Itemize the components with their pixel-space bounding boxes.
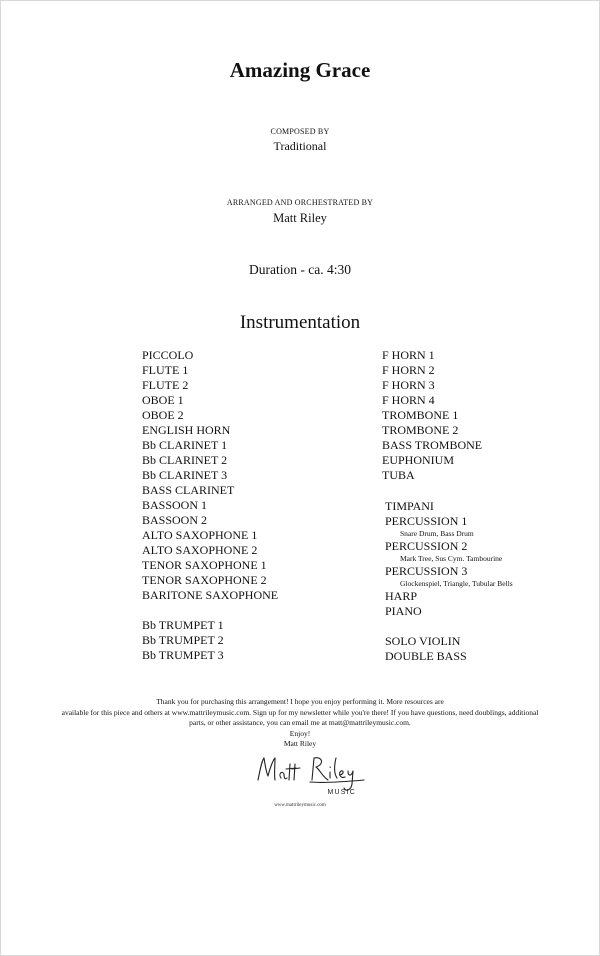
arranger-name: Matt Riley (273, 211, 327, 225)
instrument-item: OBOE 1 (142, 393, 184, 407)
instrument-item: FLUTE 2 (142, 378, 189, 392)
list-spacer (385, 619, 513, 634)
page-title: Amazing Grace (229, 58, 371, 82)
instrumentation-heading: Instrumentation (239, 312, 361, 333)
composer-name: Traditional (273, 139, 327, 153)
instrument-item: Bb TRUMPET 1 (142, 618, 224, 632)
footer-line: Matt Riley (283, 739, 317, 748)
instrument-item: BASS TROMBONE (382, 438, 483, 452)
instrument-detail: Snare Drum, Bass Drum (400, 529, 474, 538)
footer-line: available for this piece and others at www.mattrileymusic.com. Sign up for my newsletter while you're there! If you have questions, need doublings, additional (61, 707, 539, 717)
svg-text:MUSIC: MUSIC (327, 789, 356, 796)
instrument-item: PICCOLO (142, 348, 194, 362)
list-spacer (142, 603, 278, 618)
instrument-item: F HORN 3 (382, 378, 435, 392)
instrument-list-left (142, 348, 278, 663)
instrument-item: Bb TRUMPET 2 (142, 633, 224, 647)
instrument-item: Bb TRUMPET 3 (142, 648, 224, 662)
thank-you-note (0, 697, 600, 750)
instrument-detail: Glockenspiel, Triangle, Tubular Bells (400, 579, 513, 588)
instrument-item: PERCUSSION 1 (385, 514, 468, 528)
instrument-item: BASSOON 2 (142, 513, 208, 527)
instrument-item: PIANO (385, 604, 422, 618)
instrument-item: ALTO SAXOPHONE 2 (142, 543, 258, 557)
instrument-list-brass (382, 348, 482, 483)
footer-line: Thank you for purchasing this arrangement! I hope you enjoy performing it. More resources are (156, 697, 444, 706)
instrument-item: TENOR SAXOPHONE 1 (142, 558, 267, 572)
instrument-item: HARP (385, 589, 418, 603)
instrument-item: Bb CLARINET 1 (142, 438, 228, 452)
website-url: www.mattrileymusic.com (274, 803, 326, 808)
instrument-item: TROMBONE 2 (382, 423, 459, 437)
instrument-item: Bb CLARINET 3 (142, 468, 228, 482)
instrument-item: DOUBLE BASS (385, 649, 467, 663)
instrument-detail: Mark Tree, Sus Cym. Tambourine (400, 554, 503, 563)
instrument-item: PERCUSSION 3 (385, 564, 468, 578)
duration-text: Duration - ca. 4:30 (249, 262, 351, 277)
instrument-item: TROMBONE 1 (382, 408, 459, 422)
instrument-item: F HORN 4 (382, 393, 435, 407)
instrument-item: BASS CLARINET (142, 483, 235, 497)
footer-line: Enjoy! (289, 728, 311, 738)
instrument-item: F HORN 1 (382, 348, 435, 362)
footer-line: parts, or other assistance, you can email me at matt@mattrileymusic.com. (189, 718, 411, 727)
instrument-item: EUPHONIUM (382, 453, 454, 467)
instrument-item: ALTO SAXOPHONE 1 (142, 528, 258, 542)
matt-riley-music-logo (252, 752, 372, 800)
instrument-item: BARITONE SAXOPHONE (142, 588, 279, 602)
composed-by-label: COMPOSED BY (270, 127, 330, 136)
arranged-by-label: ARRANGED AND ORCHESTRATED BY (226, 198, 374, 207)
instrument-item: Bb CLARINET 2 (142, 453, 228, 467)
instrument-item: SOLO VIOLIN (385, 634, 461, 648)
instrument-item: FLUTE 1 (142, 363, 189, 377)
instrument-item: TENOR SAXOPHONE 2 (142, 573, 267, 587)
instrument-item: ENGLISH HORN (142, 423, 231, 437)
instrument-item: F HORN 2 (382, 363, 435, 377)
instrument-item: TIMPANI (385, 499, 434, 513)
instrument-item: PERCUSSION 2 (385, 539, 468, 553)
instrument-item: BASSOON 1 (142, 498, 208, 512)
instrument-item: TUBA (382, 468, 415, 482)
instrument-item: OBOE 2 (142, 408, 184, 422)
instrument-list-percussion-strings (385, 499, 513, 664)
